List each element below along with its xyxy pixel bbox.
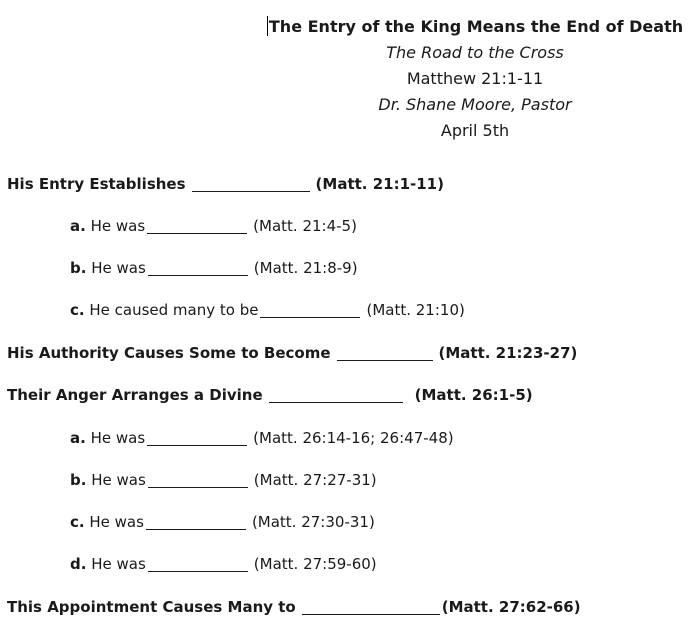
fill-in-blank	[148, 555, 248, 572]
fill-in-blank	[302, 598, 440, 615]
sub-ref: (Matt. 21:10)	[366, 301, 465, 319]
fill-in-blank	[148, 259, 248, 276]
outline-point-3	[7, 384, 533, 406]
sub-ref: (Matt. 21:8-9)	[253, 259, 358, 277]
sub-ref: (Matt. 27:27-31)	[253, 471, 377, 489]
sub-text: He was	[91, 471, 146, 489]
sub-text: He caused many to be	[89, 301, 259, 319]
sermon-date: April 5th	[440, 121, 510, 140]
point-4-ref: (Matt. 27:62-66)	[441, 598, 581, 616]
sub-ref: (Matt. 26:14-16; 26:47-48)	[253, 429, 454, 447]
point-2-ref: (Matt. 21:23-27)	[438, 344, 578, 362]
fill-in-blank	[260, 301, 360, 318]
sub-text: He was	[90, 429, 146, 447]
outline-point-1	[7, 173, 444, 195]
sermon-series: The Road to the Cross	[386, 43, 564, 62]
sermon-header	[250, 14, 700, 144]
sub-letter: a.	[70, 429, 86, 447]
point-1-text: His Entry Establishes	[7, 175, 186, 193]
sub-text: He was	[91, 555, 146, 573]
outline-point-1b	[70, 257, 358, 279]
sub-ref: (Matt. 27:59-60)	[253, 555, 377, 573]
sermon-title-text: The Entry of the King Means the End of Death	[268, 17, 684, 36]
sermon-scripture: Matthew 21:1-11	[406, 69, 544, 88]
outline-point-3b	[70, 469, 377, 491]
fill-in-blank	[146, 513, 246, 530]
outline-point-2	[7, 342, 577, 364]
sermon-pastor: Dr. Shane Moore, Pastor	[378, 95, 572, 114]
point-3-text: Their Anger Arranges a Divine	[7, 386, 263, 404]
sub-letter: d.	[70, 555, 87, 573]
sub-text: He was	[91, 259, 146, 277]
sub-ref: (Matt. 21:4-5)	[253, 217, 357, 235]
point-4-text: This Appointment Causes Many to	[7, 598, 296, 616]
point-1-ref: (Matt. 21:1-11)	[315, 175, 444, 193]
outline-point-3c	[70, 511, 375, 533]
outline-point-1a	[70, 215, 357, 237]
point-3-ref: (Matt. 26:1-5)	[414, 386, 533, 404]
sub-text: He was	[90, 217, 146, 235]
sub-letter: b.	[70, 471, 87, 489]
sub-letter: a.	[70, 217, 86, 235]
sub-text: He was	[89, 513, 144, 531]
outline-point-3a	[70, 427, 454, 449]
sub-letter: c.	[70, 301, 85, 319]
fill-in-blank	[148, 471, 248, 488]
fill-in-blank	[147, 217, 247, 234]
outline-point-3d	[70, 553, 377, 575]
point-2-text: His Authority Causes Some to Become	[7, 344, 331, 362]
fill-in-blank	[337, 344, 433, 361]
sub-letter: c.	[70, 513, 85, 531]
outline-point-4	[7, 596, 581, 618]
sub-letter: b.	[70, 259, 87, 277]
fill-in-blank	[147, 429, 247, 446]
text-cursor	[267, 16, 268, 36]
outline-point-1c	[70, 299, 465, 321]
sermon-title	[250, 14, 700, 40]
fill-in-blank	[192, 175, 310, 192]
fill-in-blank	[269, 386, 403, 403]
sub-ref: (Matt. 27:30-31)	[251, 513, 375, 531]
